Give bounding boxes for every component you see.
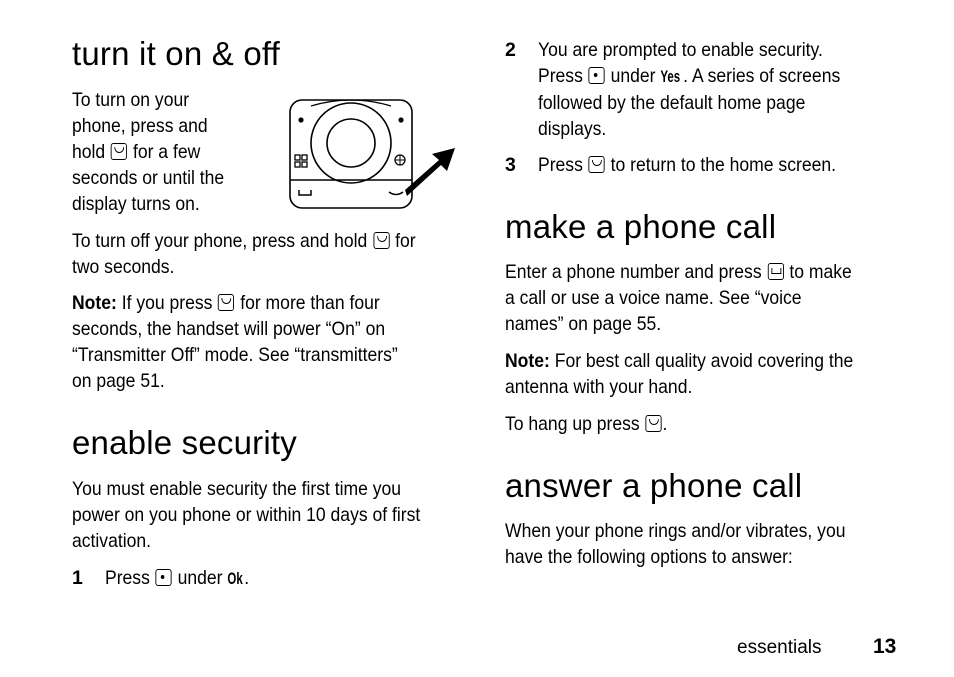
text-line: To turn off your phone, press and hold [72,230,368,252]
text-line: display turns on. [72,193,200,215]
text-line: . [662,413,668,435]
text-line: If you press [121,292,213,314]
heading-enable-security: enable security [72,424,297,461]
footer-section-label: essentials [737,637,822,658]
text-line: names” on page 55. [505,313,662,335]
text-line: two seconds. [72,256,175,278]
note-label: Note: [72,292,117,314]
hang-up-paragraph [505,411,900,437]
softkey-label-yes: Yes [660,67,681,86]
step-number: 1 [72,567,83,589]
step-number: 3 [505,154,516,176]
text-line: to return to the home screen. [610,154,836,176]
note-paragraph-power [72,290,472,394]
text-line: displays. [538,118,607,140]
heading-turn-on-off: turn it on & off [72,35,281,72]
text-line: a call or use a voice name. See “voice [505,287,802,309]
text-line: followed by the default home page [538,92,806,114]
make-call-paragraph [505,259,900,337]
send-key-icon [767,263,783,280]
answer-paragraph [505,518,900,570]
text-line: seconds, the handset will power “On” on [72,318,386,340]
text-line: Press [538,65,583,87]
turn-off-paragraph [72,228,472,280]
text-line: “Transmitter Off” mode. See “transmitters” [72,344,398,366]
note-paragraph-antenna [505,348,900,400]
step-1 [72,565,475,592]
text-line: for a few [132,141,201,163]
text-line: Press [538,154,583,176]
text-line: under [610,65,656,87]
text-line: Press [105,567,150,589]
text-line: You must enable security the first time you [72,478,402,500]
text-line: phone, press and [72,115,208,137]
step-number: 2 [505,39,516,61]
text-line: under [177,567,223,589]
step-2 [505,37,928,142]
text-line: seconds or until the [72,167,225,189]
text-line: power on you phone or within 10 days of first [72,504,421,526]
turn-on-paragraph [72,87,272,217]
text-line: have the following options to answer: [505,546,793,568]
note-label: Note: [505,350,550,372]
text-line: For best call quality avoid covering the [554,350,854,372]
text-line: To turn on your [72,89,190,111]
heading-answer-phone-call: answer a phone call [505,467,803,504]
end-key-icon [218,294,234,311]
page-number: 13 [873,635,897,658]
text-line: You are prompted to enable security. [538,39,823,61]
text-line: Enter a phone number and press [505,261,762,283]
text-line: hold [72,141,106,163]
text-line: on page 51. [72,370,165,392]
heading-make-phone-call: make a phone call [505,208,777,245]
text-line: When your phone rings and/or vibrates, you [505,520,846,542]
nav-center-key-icon [156,569,172,586]
step-3 [505,152,928,178]
phone-keypad-illustration [289,98,519,210]
end-key-icon [589,156,605,173]
text-line: for more than four [240,292,380,314]
text-line: . [244,567,250,589]
end-key-icon [111,143,127,160]
text-line: activation. [72,530,152,552]
text-line: for [395,230,416,252]
softkey-label-ok: Ok [227,569,243,588]
security-paragraph [72,476,472,554]
text-line: to make [789,261,852,283]
nav-center-key-icon [589,67,605,84]
text-line: To hang up press [505,413,640,435]
end-key-icon [645,415,661,432]
text-line: antenna with your hand. [505,376,693,398]
end-key-icon [373,232,389,249]
text-line: . A series of screens [683,65,841,87]
